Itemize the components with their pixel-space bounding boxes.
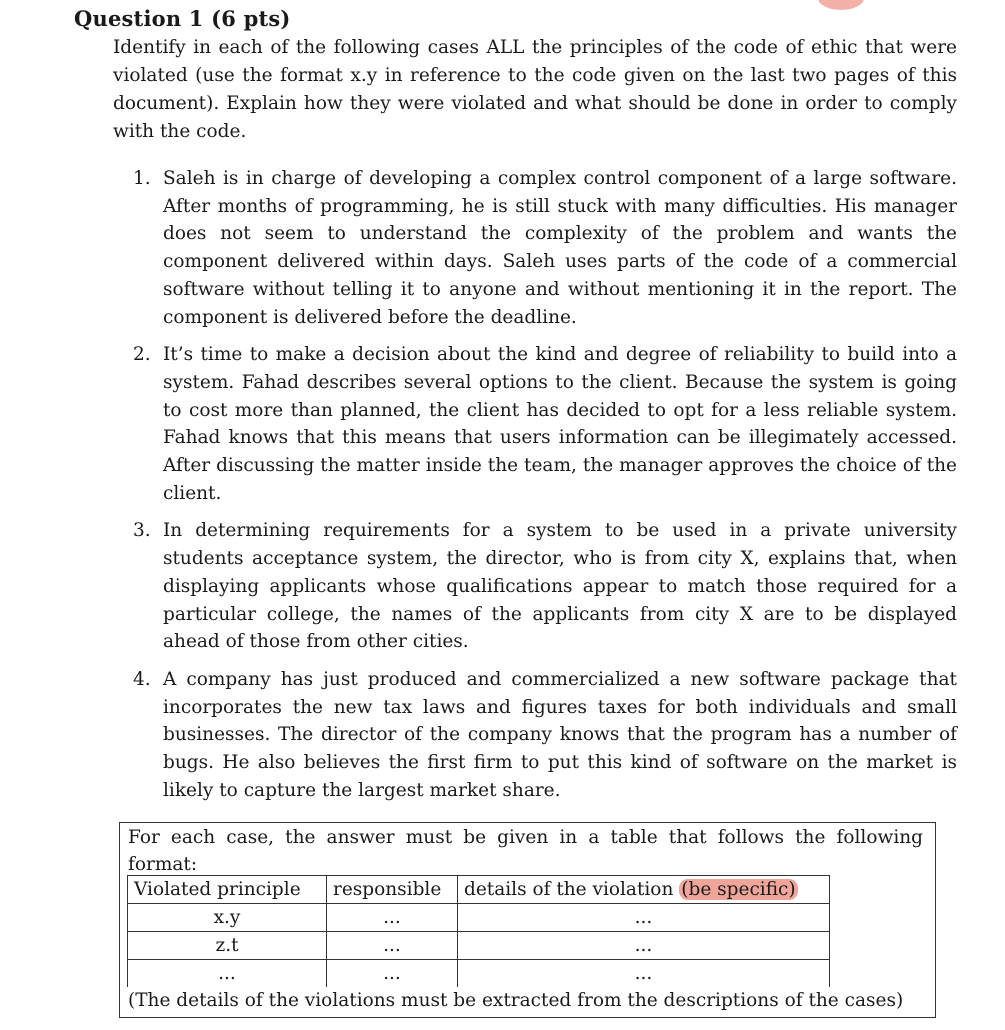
case-text: In determining requirements for a system to be used in a private university students acceptance system, the director, who is from city X, explains that, when displaying applicants whose qualifications appear to match those required for a particular college, the names of the applicants from city X are to be displayed ahead of those from other cities. (163, 520, 957, 653)
list-item (133, 517, 957, 656)
case-text: A company has just produced and commercialized a new software package that incorporates the new tax laws and figures taxes for both individuals and small businesses. The director of the company knows that the program has a number of bugs. He also believes the first firm to put this kind of software on the market is likely to capture the largest market share. (163, 668, 957, 801)
header-principle: Violated principle (128, 876, 327, 904)
table-row (128, 904, 830, 932)
answer-format-box (119, 822, 936, 1018)
cell-principle: z.t (128, 932, 327, 960)
question-title: Question 1 (6 pts) (74, 6, 291, 31)
answer-footnote: (The details of the violations must be extracted from the descriptions of the cases) (128, 990, 904, 1011)
cell-principle: ... (128, 960, 327, 988)
cell-responsible: ... (327, 904, 458, 932)
case-number: 2. (133, 344, 151, 366)
cell-responsible: ... (327, 960, 458, 988)
header-responsible: responsible (327, 876, 458, 904)
question-intro: Identify in each of the following cases ALL the principles of the code of ethic that were violated (use the format x.y in reference to the code given on the last two pages of this document). Explain how they were violated and what should be done in order to comply with the code. (113, 37, 957, 142)
case-text: Saleh is in charge of developing a complex control component of a large software. After months of programming, he is still stuck with many difficulties. His manager does not seem to understand the complexity of the problem and wants the component delivered within days. Saleh uses parts of the code of a commercial software without telling it to anyone and without mentioning it in the report. The component is delivered before the deadline. (163, 168, 957, 328)
cell-principle: x.y (128, 904, 327, 932)
list-item (133, 165, 957, 331)
table-header-row (128, 876, 830, 904)
highlight-mark (818, 0, 864, 10)
case-text: It’s time to make a decision about the kind and degree of reliability to build into a system. Fahad describes several options to the client. Because the system is going to cost more than planned, the client has decided to opt for a less reliable system. Fahad knows that this means that users information can be illegimately accessed. After discussing the matter inside the team, the manager approves the choice of the client. (163, 344, 957, 504)
list-item (133, 666, 957, 805)
header-details (458, 876, 830, 904)
case-list (133, 165, 957, 814)
header-details-label: details of the violation (464, 879, 674, 900)
header-details-highlight: (be specific) (681, 879, 796, 900)
answer-instruction: For each case, the answer must be given in a table that follows the following format: (128, 827, 923, 875)
list-item (133, 341, 957, 507)
case-number: 3. (133, 520, 151, 542)
case-number: 4. (133, 668, 151, 690)
cell-details: ... (458, 904, 830, 932)
cell-responsible: ... (327, 932, 458, 960)
table-row (128, 960, 830, 988)
table-row (128, 932, 830, 960)
format-table (127, 875, 830, 987)
cell-details: ... (458, 960, 830, 988)
case-number: 1. (133, 168, 151, 189)
cell-details: ... (458, 932, 830, 960)
